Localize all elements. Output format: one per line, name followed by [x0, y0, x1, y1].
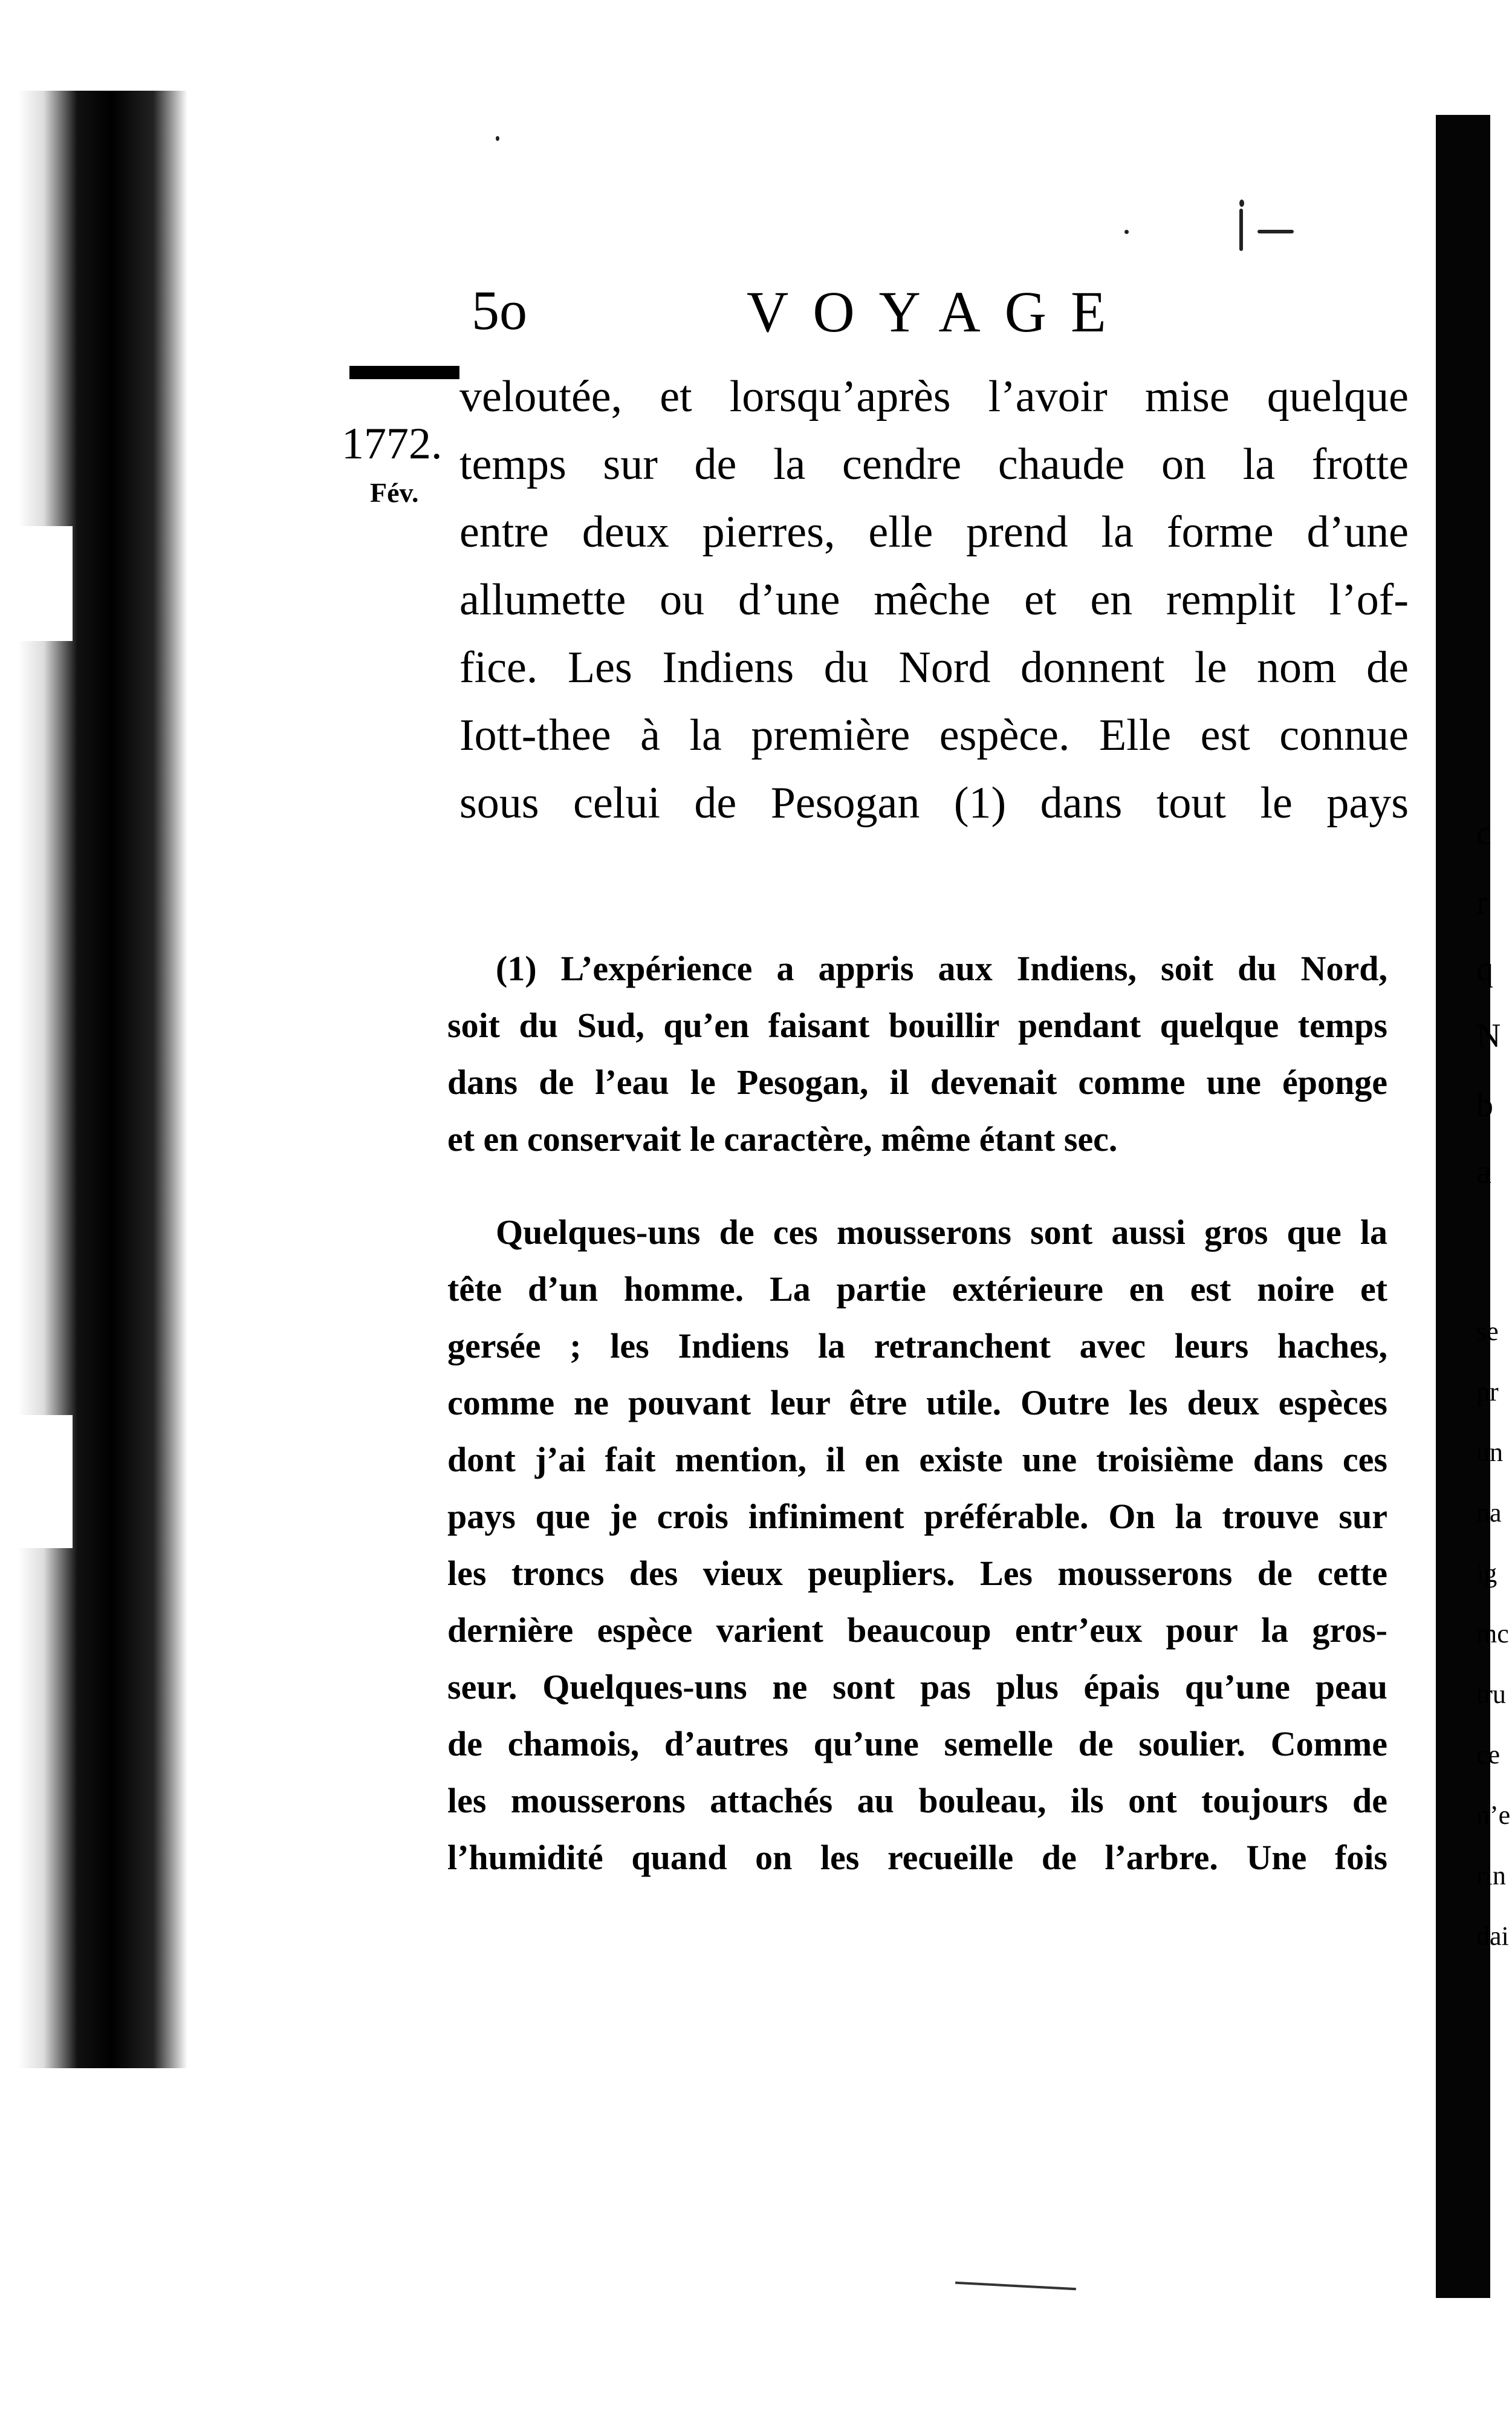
facing-page-fragment: na — [1476, 1498, 1502, 1528]
facing-page-fragment: pr — [1476, 1377, 1499, 1407]
footnote-line: les mousserons attachés au bouleau, ils ont toujours de — [447, 1781, 1387, 1820]
footnotes — [447, 940, 1387, 1886]
gutter-notch — [18, 526, 73, 641]
facing-page-fragment: ig — [1476, 1558, 1497, 1588]
footnote-2 — [447, 1204, 1387, 1886]
body-line: Iott-thee à la première espèce. Elle est connue — [459, 711, 1409, 760]
body-line: allumette ou d’une mêche et en remplit l’of- — [459, 575, 1409, 625]
footnote-line: tête d’un homme. La partie extérieure en est noire et — [447, 1269, 1387, 1309]
footnote-1 — [447, 940, 1387, 1168]
facing-page-fragment: ce — [1476, 1740, 1501, 1769]
facing-page-fragment: c — [1476, 815, 1491, 852]
footnote-line: pays que je crois infiniment préférable. On la trouve sur — [447, 1497, 1387, 1536]
page-number: 5o — [472, 279, 527, 341]
footnote-line: et en conservait le caractère, même étant sec. — [447, 1119, 1118, 1159]
facing-page-fragment: rin — [1476, 1861, 1506, 1890]
facing-page-fragment: n’e — [1476, 1800, 1511, 1830]
facing-page-fragment: se — [1476, 1317, 1499, 1346]
footnote-line: seur. Quelques-uns ne sont pas plus épais qu’une peau — [447, 1667, 1387, 1707]
facing-page-fragment: N — [1476, 1017, 1501, 1055]
footnote-line: comme ne pouvant leur être utile. Outre les deux espèces — [447, 1383, 1387, 1422]
footnote-line: dans de l’eau le Pesogan, il devenait comme une éponge — [447, 1063, 1387, 1102]
scan-left-gutter-shadow — [18, 91, 187, 2068]
footnote-line: gersée ; les Indiens la retranchent avec leurs haches, — [447, 1326, 1387, 1365]
footnote-line: l’humidité quand on les recueille de l’arbre. Une fois — [447, 1838, 1387, 1877]
facing-page-fragment: r — [1476, 884, 1488, 922]
ornamental-rule — [349, 366, 459, 379]
facing-page-fragment: a — [1476, 1153, 1491, 1191]
facing-page-fragment: dai — [1476, 1921, 1509, 1951]
body-text — [459, 363, 1409, 837]
scan-speck — [1239, 200, 1244, 207]
scan-speck — [1257, 230, 1294, 233]
scan-speck — [496, 136, 499, 141]
facing-page-fragment: un — [1476, 1437, 1503, 1467]
body-line: temps sur de la cendre chaude on la frotte — [459, 440, 1409, 489]
scan-speck — [1239, 209, 1243, 251]
body-line: veloutée, et lorsqu’après l’avoir mise quelque — [459, 372, 1409, 421]
footnote-line: soit du Sud, qu’en faisant bouillir pendant quelque temps — [447, 1006, 1387, 1045]
footnote-line: Quelques-uns de ces mousserons sont aussi gros que la — [496, 1212, 1387, 1252]
body-line: entre deux pierres, elle prend la forme d’une — [459, 507, 1409, 557]
facing-page-fragment: b — [1476, 1087, 1493, 1124]
facing-page-fragment: mc — [1476, 1619, 1509, 1649]
scan-artifact-line — [955, 2282, 1076, 2290]
gutter-notch — [18, 1415, 73, 1548]
margin-month: Fév. — [370, 477, 419, 508]
margin-year: 1772. — [342, 419, 443, 469]
footnote-line: (1) L’expérience a appris aux Indiens, soit du Nord, — [496, 949, 1387, 988]
footnote-line: dernière espèce varient beaucoup entr’eux pour la gros- — [447, 1610, 1387, 1650]
scan-speck — [1124, 230, 1129, 234]
body-line: fice. Les Indiens du Nord donnent le nom de — [459, 643, 1409, 692]
facing-page-edge — [1475, 0, 1512, 2428]
footnote-line: dont j’ai fait mention, il en existe une troisième dans ces — [447, 1440, 1387, 1479]
running-title: VOYAGE — [747, 279, 1131, 344]
body-line: sous celui de Pesogan (1) dans tout le pays — [459, 778, 1409, 828]
footnote-line: de chamois, d’autres qu’une semelle de soulier. Comme — [447, 1724, 1387, 1763]
facing-page-fragment: q — [1476, 951, 1493, 988]
facing-page-fragment: tru — [1476, 1679, 1506, 1709]
footnote-line: les troncs des vieux peupliers. Les mousserons de cette — [447, 1554, 1387, 1593]
